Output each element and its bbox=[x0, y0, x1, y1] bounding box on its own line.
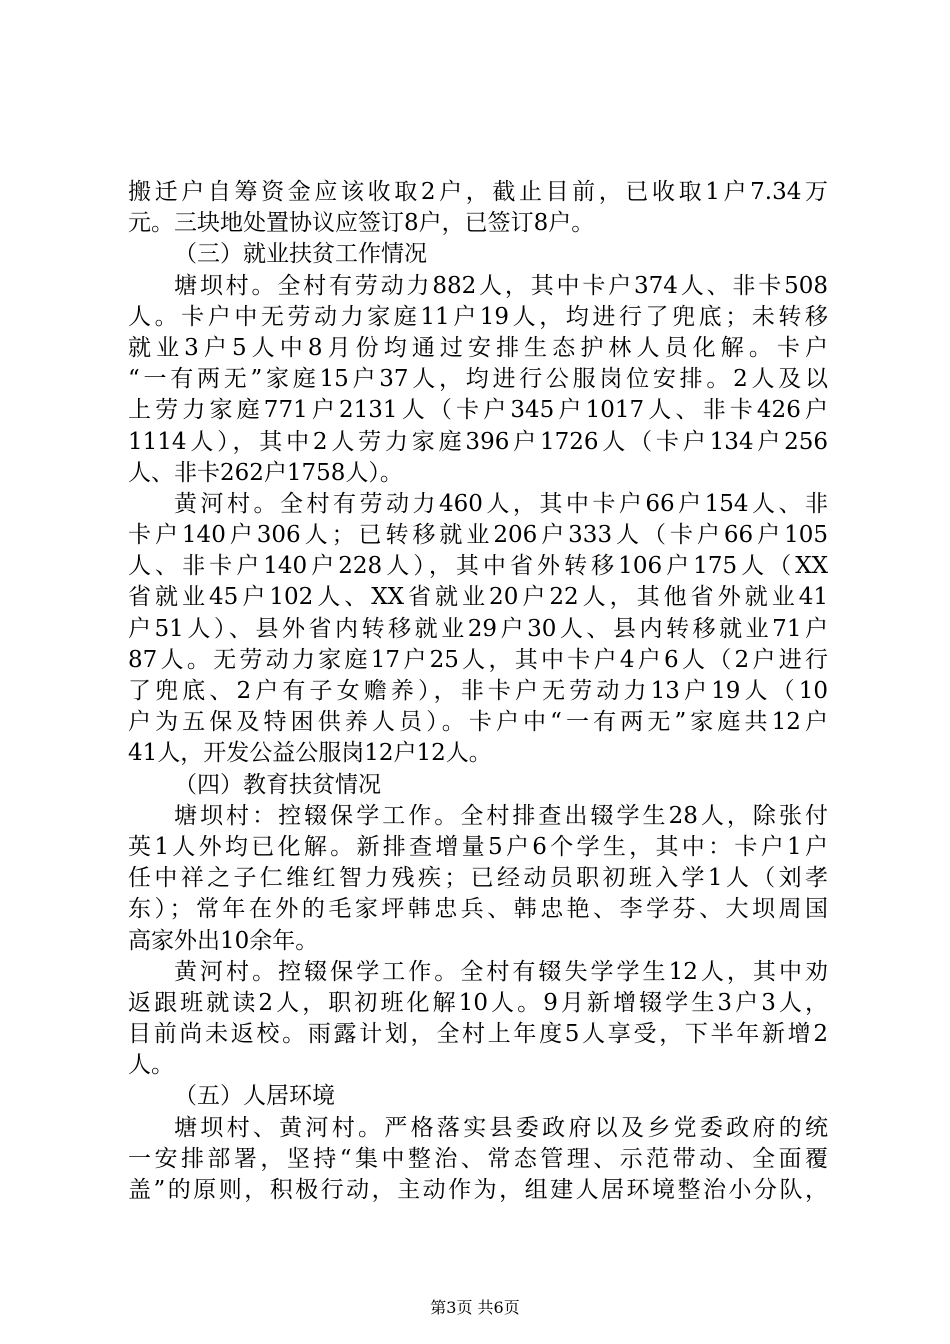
text-line: 目前尚未返校。雨露计划，全村上年度5人享受，下半年新增2 bbox=[128, 1021, 828, 1048]
text-line: 了兜底、2户有子女赡养），非卡户无劳动力13户19人（10 bbox=[128, 678, 828, 704]
text-line: 户51人）、县外省内转移就业29户30人、县内转移就业71户 bbox=[128, 615, 828, 642]
section-heading: （三）就业扶贫工作情况 bbox=[174, 241, 427, 268]
text-line: 1114人），其中2人劳力家庭396户1726人（卡户134户256 bbox=[128, 428, 828, 455]
text-line: 塘坝村：控辍保学工作。全村排查出辍学生28人，除张付 bbox=[174, 802, 828, 829]
text-line: 一安排部署，坚持“集中整治、常态管理、示范带动、全面覆 bbox=[128, 1145, 828, 1172]
text-line: 就业3户5人中8月份均通过安排生态护林人员化解。卡户 bbox=[128, 334, 828, 361]
text-line: 户为五保及特困供养人员）。卡户中“一有两无”家庭共12户 bbox=[128, 709, 828, 736]
text-line: 人。 bbox=[128, 1052, 174, 1079]
text-line: 87人。无劳动力家庭17户25人，其中卡户4户6人（2户进行 bbox=[128, 646, 828, 673]
text-line: 人、非卡262户1758人）。 bbox=[128, 459, 403, 486]
text-line: 搬迁户自筹资金应该收取2户，截止目前，已收取1户7.34万 bbox=[128, 179, 828, 205]
text-line: “一有两无”家庭15户37人，均进行公服岗位安排。2人及以 bbox=[128, 366, 828, 393]
text-line: 英1人外均已化解。新排查增量5户6个学生，其中：卡户1户 bbox=[128, 833, 828, 860]
text-line: 高家外出10余年。 bbox=[128, 927, 319, 954]
section-heading: （四）教育扶贫情况 bbox=[174, 771, 381, 798]
text-line: 人、非卡户140户228人），其中省外转移106户175人（XX bbox=[128, 553, 828, 580]
text-line: 任中祥之子仁维红智力残疾；已经动员职初班入学1人（刘孝 bbox=[128, 865, 828, 892]
text-line: 41人，开发公益公服岗12户12人。 bbox=[128, 740, 492, 767]
section-heading: （五）人居环境 bbox=[174, 1083, 335, 1110]
text-line: 东）；常年在外的毛家坪韩忠兵、韩忠艳、李学芬、大坝周国 bbox=[128, 896, 828, 923]
text-line: 元。三块地处置协议应签订8户，已签订8户。 bbox=[128, 210, 595, 237]
text-line: 卡户140户306人；已转移就业206户333人（卡户66户105 bbox=[128, 522, 828, 549]
page-footer: 第3页 共6页 bbox=[430, 1298, 520, 1317]
text-line: 黄河村。全村有劳动力460人，其中卡户66户154人、非 bbox=[174, 490, 828, 517]
document-body bbox=[128, 177, 828, 1206]
text-line: 省就业45户102人、XX省就业20户22人，其他省外就业41 bbox=[128, 584, 828, 611]
text-line: 人。卡户中无劳动力家庭11户19人，均进行了兜底；未转移 bbox=[128, 303, 828, 330]
text-line: 返跟班就读2人，职初班化解10人。9月新增辍学生3户3人， bbox=[128, 989, 828, 1016]
text-line: 盖”的原则，积极行动，主动作为，组建人居环境整治小分队， bbox=[128, 1177, 828, 1203]
text-line: 黄河村。控辍保学工作。全村有辍失学学生12人，其中劝 bbox=[174, 958, 828, 985]
text-line: 塘坝村、黄河村。严格落实县委政府以及乡党委政府的统 bbox=[174, 1114, 828, 1141]
text-line: 上劳力家庭771户2131人（卡户345户1017人、非卡426户 bbox=[128, 397, 828, 424]
text-line: 塘坝村。全村有劳动力882人，其中卡户374人、非卡508 bbox=[174, 272, 828, 299]
